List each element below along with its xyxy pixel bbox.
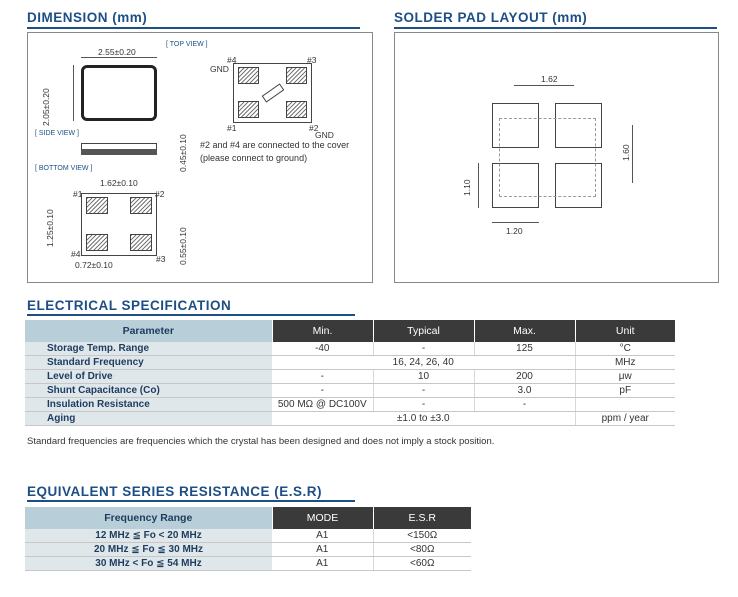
package-outline	[499, 118, 596, 197]
unit-value: pF	[575, 384, 675, 398]
max-value: 200	[474, 370, 575, 384]
pin3-label: #3	[307, 55, 317, 65]
bottom-pin2: #2	[155, 189, 165, 199]
pad-dim-top-line	[514, 85, 574, 86]
typ-value: -	[373, 398, 474, 412]
electrical-rule	[27, 314, 355, 316]
table-row	[25, 543, 471, 557]
max-value: 3.0	[474, 384, 575, 398]
package-side-view	[81, 143, 157, 155]
pad-height-dimension: 0.55±0.10	[178, 227, 188, 265]
esr-table	[25, 507, 471, 571]
pad-dim-right: 1.60	[621, 144, 631, 161]
top-view-tag: [ TOP VIEW ]	[166, 41, 208, 48]
table-row	[25, 356, 675, 370]
esr-value: <60Ω	[373, 557, 471, 571]
gnd-label-top: GND	[210, 64, 229, 74]
unit-value: ppm / year	[575, 412, 675, 426]
package-bottom-view	[81, 193, 157, 256]
width-dim-line	[81, 57, 157, 58]
bottom-pin1: #1	[73, 189, 83, 199]
header-unit: Unit	[575, 320, 675, 342]
gnd-label-bottom: GND	[315, 130, 334, 140]
pin-diagram	[233, 63, 312, 123]
dimension-rule	[27, 27, 360, 29]
ground-note-line1: #2 and #4 are connected to the cover	[200, 140, 350, 150]
esr-value: <80Ω	[373, 543, 471, 557]
header-esr: E.S.R	[373, 507, 471, 529]
table-row	[25, 412, 675, 426]
header-typical: Typical	[373, 320, 474, 342]
param-name: Aging	[25, 412, 272, 426]
freq-range: 12 MHz ≦ Fo < 20 MHz	[25, 529, 272, 543]
pad-width-dimension: 0.72±0.10	[75, 260, 113, 270]
pad-dim-left: 1.10	[462, 179, 472, 196]
electrical-table	[25, 320, 675, 426]
max-value: -	[474, 398, 575, 412]
span-value: ±1.0 to ±3.0	[272, 412, 575, 426]
pad-dim-top: 1.62	[541, 74, 558, 84]
typ-value: -	[373, 342, 474, 356]
header-min: Min.	[272, 320, 373, 342]
electrical-title: ELECTRICAL SPECIFICATION	[27, 298, 232, 313]
pad-dim-left-line	[478, 163, 479, 208]
dimension-figure	[27, 32, 373, 283]
unit-value	[575, 398, 675, 412]
table-row	[25, 384, 675, 398]
pad-dim-bottom-line	[492, 222, 539, 223]
param-name: Shunt Capacitance (Co)	[25, 384, 272, 398]
table-row	[25, 557, 471, 571]
bottom-pin3: #3	[156, 254, 166, 264]
mode-value: A1	[272, 543, 373, 557]
ground-note-line2: (please connect to ground)	[200, 153, 308, 163]
solder-pad-title: SOLDER PAD LAYOUT (mm)	[394, 10, 588, 25]
min-value: -	[272, 370, 373, 384]
electrical-header-row	[25, 320, 675, 342]
header-frequency-range: Frequency Range	[25, 507, 272, 529]
unit-value: MHz	[575, 356, 675, 370]
unit-value: μw	[575, 370, 675, 384]
esr-title: EQUIVALENT SERIES RESISTANCE (E.S.R)	[27, 484, 323, 499]
bottom-pin4: #4	[71, 249, 81, 259]
pin4-label: #4	[227, 55, 237, 65]
solder-pad-figure	[394, 32, 719, 283]
param-name: Level of Drive	[25, 370, 272, 384]
span-value: 16, 24, 26, 40	[272, 356, 575, 370]
header-parameter: Parameter	[25, 320, 272, 342]
table-row	[25, 398, 675, 412]
table-row	[25, 529, 471, 543]
width-dimension: 2.55±0.20	[98, 47, 136, 57]
pin1-label: #1	[227, 123, 237, 133]
header-mode: MODE	[272, 507, 373, 529]
freq-range: 30 MHz < Fo ≦ 54 MHz	[25, 557, 272, 571]
param-name: Standard Frequency	[25, 356, 272, 370]
dimension-title: DIMENSION (mm)	[27, 10, 148, 25]
unit-value: °C	[575, 342, 675, 356]
electrical-footnote: Standard frequencies are frequencies which the crystal has been designed and does not imply a stock position.	[27, 436, 495, 447]
solder-pad-rule	[394, 27, 717, 29]
freq-range: 20 MHz ≦ Fo ≦ 30 MHz	[25, 543, 272, 557]
side-view-tag: [ SIDE VIEW ]	[35, 130, 79, 137]
min-value: -40	[272, 342, 373, 356]
pin2-label: #2	[309, 123, 319, 133]
pad-pitch-dimension: 1.62±0.10	[100, 178, 138, 188]
pad-pitch-v-dimension: 1.25±0.10	[45, 209, 55, 247]
esr-rule	[27, 500, 355, 502]
bottom-view-tag: [ BOTTOM VIEW ]	[35, 165, 93, 172]
max-value: 125	[474, 342, 575, 356]
esr-value: <150Ω	[373, 529, 471, 543]
pad-dim-right-line	[632, 125, 633, 183]
table-row	[25, 342, 675, 356]
min-value: -	[272, 384, 373, 398]
param-name: Insulation Resistance	[25, 398, 272, 412]
table-row	[25, 370, 675, 384]
typ-value: 10	[373, 370, 474, 384]
height-dim-line	[73, 65, 74, 121]
typ-value: -	[373, 384, 474, 398]
mode-value: A1	[272, 529, 373, 543]
thickness-dimension: 0.45±0.10	[178, 134, 188, 172]
header-max: Max.	[474, 320, 575, 342]
height-dimension: 2.05±0.20	[41, 88, 51, 126]
mode-value: A1	[272, 557, 373, 571]
package-top-view	[81, 65, 157, 121]
param-name: Storage Temp. Range	[25, 342, 272, 356]
pad-dim-bottom: 1.20	[506, 226, 523, 236]
esr-header-row	[25, 507, 471, 529]
min-value: 500 MΩ @ DC100V	[272, 398, 373, 412]
